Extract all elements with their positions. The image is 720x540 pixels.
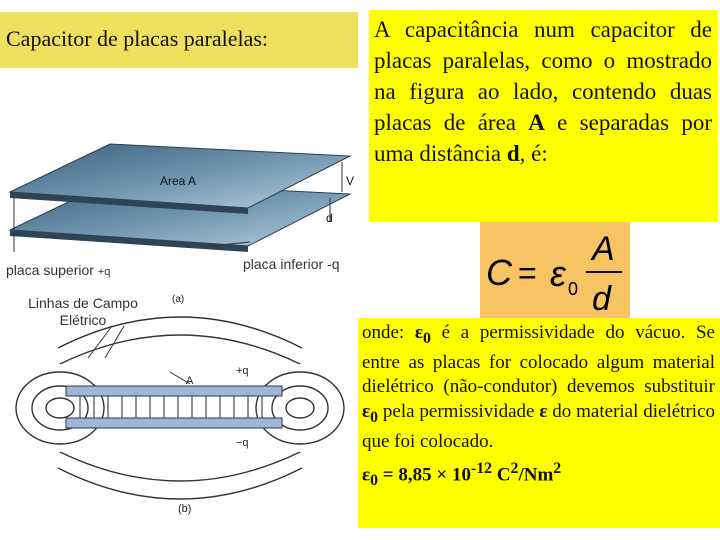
upper-plate-b: [66, 386, 282, 396]
eps0-exponent: -12: [470, 460, 493, 478]
upper-charge: +q: [97, 266, 111, 278]
distance-symbol: d: [506, 141, 520, 166]
minus-q-label: −q: [236, 437, 249, 449]
field-loops: [16, 317, 344, 499]
page-title: Capacitor de placas paralelas:: [6, 26, 269, 51]
note-part2: é a permissividade do vácuo. Se entre as placas for colocado algum material dielétrico (não-condutor) devemos substituir: [362, 322, 715, 398]
plus-q-label: +q: [236, 365, 249, 377]
description-text: [369, 10, 718, 169]
description-part1: A capacitância num capacitor de placas paralelas, como o mostrado na figura ao lado, contendo duas placas de área: [374, 17, 712, 135]
title-box: [0, 12, 358, 68]
fig-b-label: (b): [178, 503, 192, 515]
note-box: [358, 318, 720, 528]
eps-symbol: ε: [539, 400, 548, 422]
eps0-sub-3: 0: [370, 472, 379, 490]
area-label: Area A: [160, 174, 197, 188]
lower-plate-b: [66, 418, 282, 428]
plate-label-b: A: [186, 375, 194, 387]
formula-box: [480, 222, 630, 320]
fig-a-label: (a): [172, 294, 185, 305]
eps0-symbol-2: [362, 400, 379, 426]
note-part4: do material dielétrico que foi colocado.: [362, 400, 715, 452]
d-label: d: [326, 211, 333, 225]
eps0-value: [358, 454, 720, 493]
eps0-sub-2: 0: [370, 408, 379, 426]
formula-sub-zero: 0: [568, 279, 579, 299]
eps0-symbol: [414, 322, 431, 347]
description-box: [369, 10, 718, 222]
capacitance-formula: [480, 222, 630, 320]
v-label: V: [346, 174, 355, 188]
lower-plate-label: placa inferior -q: [243, 256, 340, 272]
description-part3: , é:: [519, 141, 548, 166]
field-lines-label-1: Linhas de Campo: [28, 295, 138, 311]
area-symbol: A: [528, 110, 545, 135]
formula-lhs: C: [486, 252, 512, 293]
unit-c-exp: 2: [510, 460, 519, 478]
formula-denominator: d: [592, 280, 611, 318]
eps0-char-3: ε: [362, 464, 371, 486]
formula-numerator: A: [592, 230, 615, 268]
upper-plate-label: [6, 262, 110, 278]
eps0-char: ε: [414, 322, 424, 343]
unit-m-exp: 2: [553, 460, 562, 478]
note-text: [358, 318, 720, 454]
unit-rest: /Nm: [518, 464, 554, 486]
unit-c: C: [492, 464, 511, 486]
description-part2: e separadas por uma distância: [374, 110, 712, 166]
field-lines-label-2: Elétrico: [59, 312, 107, 328]
eps0-value-text: = 8,85 × 10: [378, 464, 471, 486]
formula-epsilon: ε: [550, 253, 566, 294]
figure-b-field-lines: [0, 286, 360, 526]
eps0-char-2: ε: [362, 400, 371, 422]
eps0-sub: 0: [423, 329, 431, 347]
note-part1: onde:: [362, 322, 415, 343]
formula-equals: =: [518, 255, 537, 291]
figure-a-plates: [0, 130, 370, 310]
field-arrows: [80, 396, 262, 418]
upper-plate-label-text: placa superior: [6, 262, 94, 278]
note-part3: pela permissividade: [378, 400, 540, 422]
